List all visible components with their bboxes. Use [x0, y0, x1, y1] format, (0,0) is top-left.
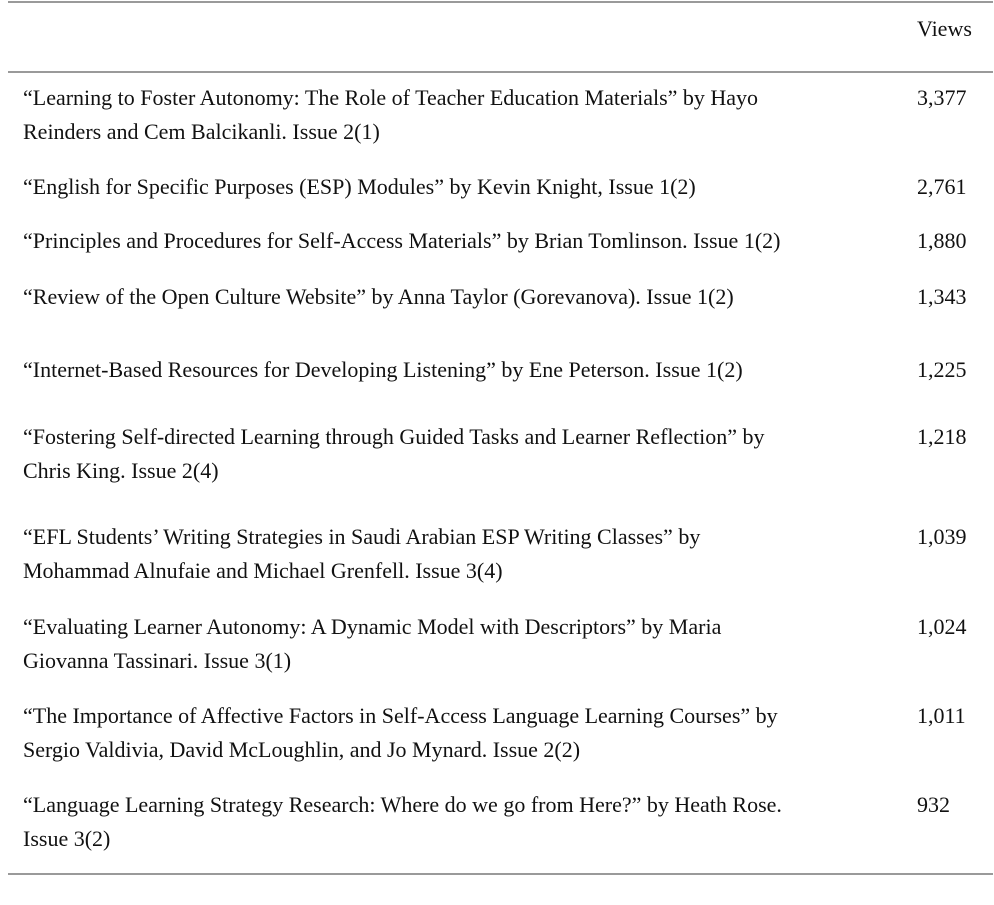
article-title-line-1: “English for Specific Purposes (ESP) Modules” by Kevin Knight, Issue 1(2): [23, 174, 696, 199]
article-title-line-1: “Principles and Procedures for Self-Access Materials” by Brian Tomlinson. Issue 1(2): [23, 228, 781, 253]
article-views: 1,343: [917, 284, 967, 309]
table-top-rule: [8, 1, 993, 3]
article-views: 3,377: [917, 85, 967, 110]
article-views: 1,218: [917, 424, 967, 449]
article-title-line-1: “Learning to Foster Autonomy: The Role of Teacher Education Materials” by Hayo: [23, 85, 759, 110]
article-title-line-1: “The Importance of Affective Factors in Self-Access Language Learning Courses” by: [23, 703, 778, 728]
article-views: 1,039: [917, 524, 967, 549]
article-views: 932: [917, 792, 950, 817]
article-title-line-1: “Language Learning Strategy Research: Where do we go from Here?” by Heath Rose.: [23, 792, 782, 817]
article-title-line-1: “Evaluating Learner Autonomy: A Dynamic Model with Descriptors” by Maria: [23, 614, 722, 639]
article-views: 1,880: [917, 228, 967, 253]
table-bottom-rule: [8, 873, 993, 875]
article-title-line-2: Sergio Valdivia, David McLoughlin, and Jo Mynard. Issue 2(2): [23, 737, 581, 762]
article-title-line-2: Giovanna Tassinari. Issue 3(1): [23, 648, 292, 673]
article-views: 1,011: [917, 703, 966, 728]
article-views: 1,225: [917, 357, 967, 382]
views-column-header: Views: [917, 16, 972, 41]
article-title-line-2: Reinders and Cem Balcikanli. Issue 2(1): [23, 119, 380, 144]
article-title-line-1: “Fostering Self-directed Learning through Guided Tasks and Learner Reflection” by: [23, 424, 765, 449]
article-title-line-2: Chris King. Issue 2(4): [23, 458, 219, 483]
article-title-line-2: Issue 3(2): [23, 826, 111, 851]
article-title-line-1: “EFL Students’ Writing Strategies in Saudi Arabian ESP Writing Classes” by: [23, 524, 701, 549]
article-title-line-1: “Review of the Open Culture Website” by Anna Taylor (Gorevanova). Issue 1(2): [23, 284, 734, 309]
article-views: 1,024: [917, 614, 967, 639]
article-title-line-2: Mohammad Alnufaie and Michael Grenfell. Issue 3(4): [23, 558, 503, 583]
table-header-rule: [8, 71, 993, 73]
article-views: 2,761: [917, 174, 967, 199]
article-title-line-1: “Internet-Based Resources for Developing Listening” by Ene Peterson. Issue 1(2): [23, 357, 743, 382]
